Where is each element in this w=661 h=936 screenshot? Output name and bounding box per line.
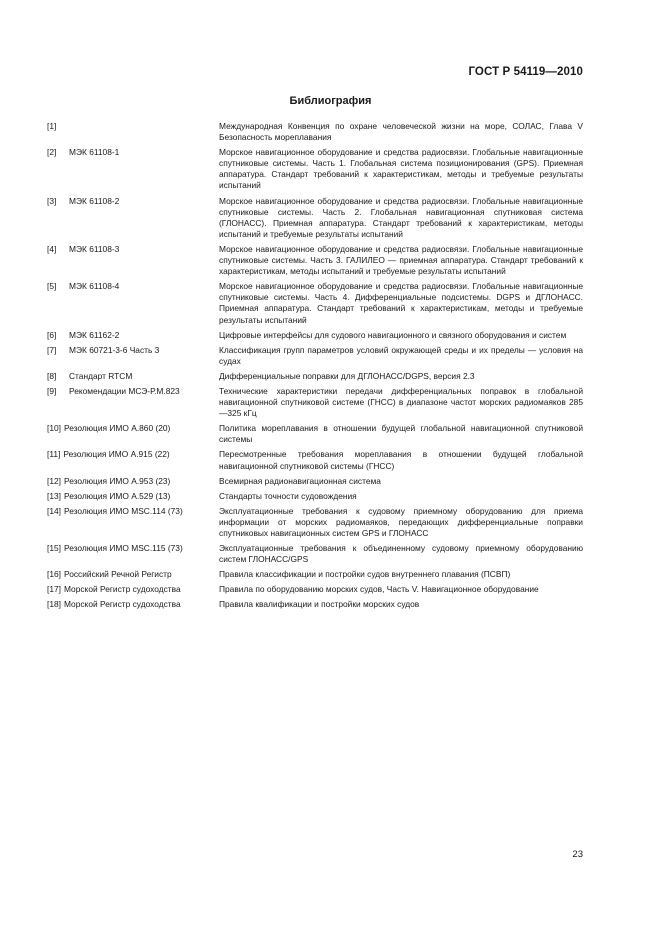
reference-source: Морской Регистр судоходства <box>63 599 181 610</box>
reference-left-column <box>47 147 219 191</box>
reference-source: Резолюция ИМО А.860 (20) <box>63 423 171 434</box>
reference-left-column <box>47 599 219 610</box>
reference-item <box>47 147 583 191</box>
reference-item <box>47 506 583 539</box>
reference-source: МЭК 61108-4 <box>69 281 120 292</box>
reference-left-column <box>47 244 219 277</box>
reference-number: [17] <box>47 584 61 595</box>
references-list <box>47 121 583 615</box>
reference-number: [3] <box>47 195 57 206</box>
reference-source: Рекомендации МСЭ-Р.М.823 <box>69 385 180 396</box>
reference-title: Правила по оборудованию морских судов, Часть V. Навигационное оборудование <box>219 584 539 595</box>
reference-left-column <box>47 476 219 487</box>
reference-item <box>47 386 583 419</box>
reference-title: Всемирная радионавигационная система <box>219 475 381 486</box>
reference-item <box>47 121 583 143</box>
reference-item <box>47 449 583 471</box>
reference-title: Правила классификации и постройки судов внутреннего плавания (ПСВП) <box>219 569 511 580</box>
reference-left-column <box>47 330 219 341</box>
reference-title: Морское навигационное оборудование и средства радиосвязи. Глобальные навигационные спутниковые системы. Часть 2. Глобальная навигационная спутниковая система (ГЛОНАСС). Приемная аппаратура. Стандарт требований к характеристикам, методы испытаний и требуемые результаты испытаний <box>219 195 583 239</box>
reference-source: МЭК 61162-2 <box>69 329 120 340</box>
reference-number: [10] <box>47 423 61 434</box>
reference-number: [14] <box>47 505 61 516</box>
reference-left-column <box>47 196 219 240</box>
reference-item <box>47 476 583 487</box>
reference-number: [9] <box>47 385 57 396</box>
reference-left-column <box>47 121 219 143</box>
reference-source: Резолюция ИМО А.953 (23) <box>63 475 171 486</box>
reference-source: Российский Речной Регистр <box>63 569 172 580</box>
reference-left-column <box>47 386 219 419</box>
reference-title: Классификация групп параметров условий окружающей среды и их пределы — условия на судах <box>219 344 583 366</box>
reference-source: МЭК 61108-2 <box>69 195 120 206</box>
reference-item <box>47 244 583 277</box>
reference-number: [4] <box>47 243 57 254</box>
reference-left-column <box>47 491 219 502</box>
reference-source: Морской Регистр судоходства <box>63 584 181 595</box>
reference-left-column <box>47 584 219 595</box>
reference-number: [13] <box>47 490 61 501</box>
reference-title: Эксплуатационные требования к объединенному судовому приемному оборудованию систем ГЛОНАСС/GPS <box>219 543 583 565</box>
reference-title: Цифровые интерфейсы для судового навигационного и связного оборудования и систем <box>219 329 567 340</box>
reference-title: Дифференциальные поправки для ДГЛОНАСС/DGPS, версия 2.3 <box>219 370 475 381</box>
reference-source: МЭК 61108-3 <box>69 243 120 254</box>
reference-number: [12] <box>47 475 61 486</box>
reference-title: Морское навигационное оборудование и средства радиосвязи. Глобальные навигационные спутниковые системы. Часть 3. ГАЛИЛЕО — приемная аппаратура. Стандарт требований к характеристикам, методы испытаний и требуемые результаты испытаний <box>219 243 583 277</box>
reference-number: [2] <box>47 147 57 158</box>
reference-number: [1] <box>47 121 57 131</box>
reference-title: Эксплуатационные требования к судовому приемному оборудованию для приема информации от морских радиомаяков, передающих дифференциальные поправки спутниковых навигационных систем GPS и ГЛОНАСС <box>219 505 583 538</box>
reference-number: [16] <box>47 569 61 580</box>
reference-title: Технические характеристики передачи дифференциальных поправок в глобальной навигационной спутниковой системе (ГНСС) в диапазоне частот морских радиомаяков 285—325 кГц <box>219 385 583 419</box>
reference-number: [11] <box>47 449 61 460</box>
reference-left-column <box>47 449 219 471</box>
reference-source: Резолюция ИМО MSC.115 (73) <box>63 543 183 554</box>
reference-source: МЭК 60721-3-6 Часть 3 <box>69 344 160 355</box>
reference-left-column <box>47 506 219 539</box>
reference-left-column <box>47 281 219 325</box>
reference-source: МЭК 61108-1 <box>69 147 120 158</box>
reference-left-column <box>47 371 219 382</box>
reference-number: [5] <box>47 281 57 292</box>
reference-item <box>47 196 583 240</box>
reference-source: Стандарт RTCM <box>69 370 133 381</box>
reference-title: Правила квалификации и постройки морских судов <box>219 599 420 610</box>
reference-item <box>47 281 583 325</box>
reference-item <box>47 543 583 565</box>
reference-left-column <box>47 543 219 565</box>
reference-source: Резолюция ИМО MSC.114 (73) <box>63 505 183 516</box>
reference-left-column <box>47 423 219 445</box>
reference-title: Стандарты точности судовождения <box>219 490 357 501</box>
bibliography-title: Библиография <box>289 95 372 107</box>
reference-number: [6] <box>47 329 57 340</box>
reference-number: [8] <box>47 370 57 381</box>
reference-item <box>47 330 583 341</box>
reference-item <box>47 423 583 445</box>
reference-item <box>47 599 583 610</box>
reference-number: [7] <box>47 344 57 355</box>
reference-number: [18] <box>47 599 61 610</box>
reference-item <box>47 569 583 580</box>
reference-item <box>47 584 583 595</box>
reference-title: Морское навигационное оборудование и средства радиосвязи. Глобальные навигационные спутниковые системы. Часть 1. Глобальная система позиционирования (GPS). Приемная аппаратура. Стандарт требований к характеристикам, методы и требуемые результаты испытаний <box>219 147 583 191</box>
page-number: 23 <box>572 849 583 860</box>
reference-number: [15] <box>47 543 61 554</box>
reference-item <box>47 345 583 367</box>
reference-left-column <box>47 345 219 367</box>
reference-title: Морское навигационное оборудование и средства радиосвязи. Глобальные навигационные спутниковые системы. Часть 4. Дифференциальные подсистемы. DGPS и ДГЛОНАСС. Приемная аппаратура. Стандарт требований к характеристикам, методы и требуемые результаты испытаний <box>219 281 583 325</box>
reference-source: Резолюция ИМО А.915 (22) <box>63 449 170 460</box>
reference-title: Пересмотренные требования мореплавания в отношении будущей глобальной навигационной спутниковой системы (ГНСС) <box>219 449 583 471</box>
reference-item <box>47 371 583 382</box>
reference-source: Резолюция ИМО А.529 (13) <box>63 490 171 501</box>
reference-title: Международная Конвенция по охране человеческой жизни на море, СОЛАС, Глава V Безопасность мореплавания <box>219 121 583 143</box>
reference-title: Политика мореплавания в отношении будущей глобальной навигационной спутниковой системы <box>219 423 583 445</box>
reference-item <box>47 491 583 502</box>
document-header-id: ГОСТ Р 54119—2010 <box>468 66 583 78</box>
reference-left-column <box>47 569 219 580</box>
